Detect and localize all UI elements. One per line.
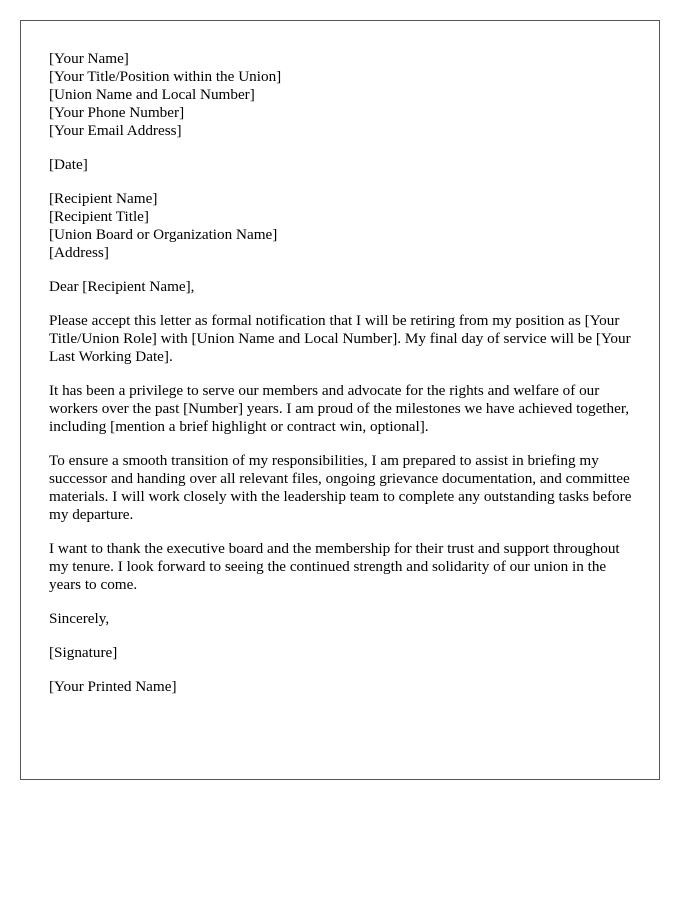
body-paragraph-1: Please accept this letter as formal notification that I will be retiring from my position as [Your Title/Union Role] with [Union Name and Local Number]. My final day of service will be [Your Last Working Date]. <box>49 312 631 365</box>
closing: Sincerely, <box>49 610 110 627</box>
recipient-block <box>49 190 639 262</box>
printed-name: [Your Printed Name] <box>49 678 177 695</box>
sender-email: [Your Email Address] <box>49 122 182 139</box>
salutation: Dear [Recipient Name], <box>49 278 195 295</box>
recipient-address: [Address] <box>49 244 109 261</box>
body-paragraph-2: It has been a privilege to serve our members and advocate for the rights and welfare of our workers over the past [Number] years. I am proud of the milestones we have achieved together, including [mention a brief highlight or contract win, optional]. <box>49 382 630 435</box>
body-paragraph-3: To ensure a smooth transition of my responsibilities, I am prepared to assist in briefing my successor and handing over all relevant files, ongoing grievance documentation, and committee materials. I will work closely with the leadership team to complete any outstanding tasks before my departure. <box>49 452 632 523</box>
letter-content <box>49 50 639 712</box>
sender-block <box>49 50 639 140</box>
letter-page <box>20 20 660 780</box>
recipient-title: [Recipient Title] <box>49 208 149 225</box>
sender-name: [Your Name] <box>49 50 129 67</box>
sender-title: [Your Title/Position within the Union] <box>49 68 282 85</box>
sender-union: [Union Name and Local Number] <box>49 86 255 103</box>
recipient-name: [Recipient Name] <box>49 190 158 207</box>
recipient-organization: [Union Board or Organization Name] <box>49 226 278 243</box>
date-block <box>49 156 639 174</box>
sender-phone: [Your Phone Number] <box>49 104 185 121</box>
signature: [Signature] <box>49 644 118 661</box>
body-paragraph-4: I want to thank the executive board and the membership for their trust and support throughout my tenure. I look forward to seeing the continued strength and solidarity of our union in the years to come. <box>49 540 620 593</box>
letter-date: [Date] <box>49 156 88 173</box>
